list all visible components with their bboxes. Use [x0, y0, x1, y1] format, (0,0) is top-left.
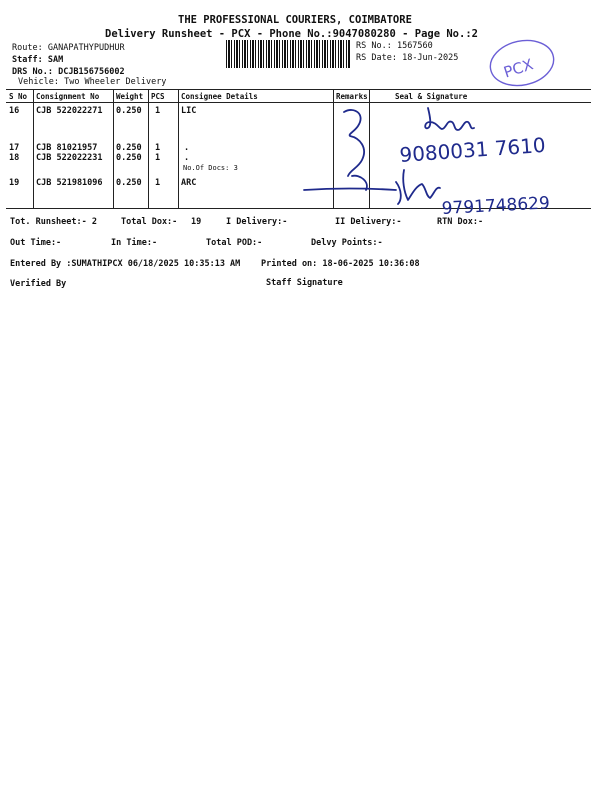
- entered-by: Entered By :SUMATHIPCX 06/18/2025 10:35:13 AM: [10, 259, 241, 269]
- rs-date-label: RS Date:: [356, 53, 397, 63]
- route-value: GANAPATHYPUDHUR: [47, 43, 125, 53]
- header-pcs: PCS: [151, 92, 165, 101]
- cell-sno: 16: [9, 106, 20, 116]
- cell-weight: 0.250: [116, 153, 142, 163]
- signature-three-mark: [344, 110, 367, 190]
- ii-delivery: II Delivery:-: [335, 217, 402, 227]
- cell-consignee: ARC: [181, 178, 197, 188]
- staff-signature: Staff Signature: [266, 278, 343, 288]
- handwritten-phone-1: 9080031 7610: [398, 132, 547, 167]
- rs-no-label: RS No.:: [356, 41, 392, 51]
- drs-label: DRS No.:: [12, 67, 53, 77]
- cell-pcs: 1: [155, 178, 161, 188]
- signature-scribble: [425, 108, 474, 130]
- total-pod: Total POD:-: [206, 238, 263, 248]
- vehicle-value: Two Wheeler Delivery: [64, 77, 167, 87]
- cell-consignee: .: [184, 143, 190, 153]
- rtn-dox: RTN Dox:-: [437, 217, 484, 227]
- staff-label: Staff:: [12, 55, 43, 65]
- cell-consignment: CJB 81021957: [36, 143, 98, 153]
- cell-consignment: CJB 522022231: [36, 153, 103, 163]
- header-remarks: Remarks: [336, 92, 368, 101]
- header-consignment: Consignment No: [36, 92, 100, 101]
- cell-pcs: 1: [155, 153, 161, 163]
- rs-no-value: 1567560: [396, 41, 433, 51]
- cell-weight: 0.250: [116, 178, 142, 188]
- in-time: In Time:-: [111, 238, 158, 248]
- cell-consignment: CJB 522022271: [36, 106, 103, 116]
- verified-by: Verified By: [10, 279, 67, 289]
- cell-sno: 17: [9, 143, 20, 153]
- out-time: Out Time:-: [10, 238, 62, 248]
- cell-sno: 18: [9, 153, 20, 163]
- signature-slash: [304, 170, 440, 204]
- cell-consignment: CJB 521981096: [36, 178, 103, 188]
- i-delivery: I Delivery:-: [226, 217, 288, 227]
- cell-pcs: 1: [155, 143, 161, 153]
- cell-weight: 0.250: [116, 106, 142, 116]
- rs-date-value: 18-Jun-2025: [402, 53, 459, 63]
- total-dox-label: Total Dox:-: [121, 217, 178, 227]
- cell-sno: 19: [9, 178, 20, 188]
- cell-consignee: LIC: [181, 106, 197, 116]
- company-name: THE PROFESSIONAL COURIERS, COIMBATORE: [178, 14, 412, 26]
- total-dox-value: 19: [191, 217, 202, 227]
- delvy-points: Delvy Points:-: [311, 238, 383, 248]
- cell-pcs: 1: [155, 106, 161, 116]
- vehicle-label: Vehicle:: [18, 77, 59, 87]
- handwritten-phone-2: 9791748629: [441, 193, 551, 219]
- header-consignee: Consignee Details: [181, 92, 258, 101]
- cell-consignee: .: [184, 153, 190, 163]
- pcx-stamp-text: PCX: [501, 55, 536, 82]
- no-of-docs: No.Of Docs: 3: [183, 164, 238, 172]
- printed-on: Printed on: 18-06-2025 10:36:08: [261, 259, 420, 269]
- cell-weight: 0.250: [116, 143, 142, 153]
- drs-value: DCJB156756002: [58, 67, 125, 77]
- tot-runsheet: Tot. Runsheet:- 2: [10, 217, 97, 227]
- header-sno: S No: [9, 92, 28, 101]
- route-label: Route:: [12, 43, 43, 53]
- runsheet-subtitle: Delivery Runsheet - PCX - Phone No.:9047080280 - Page No.:2: [105, 28, 478, 40]
- staff-value: SAM: [47, 55, 64, 65]
- header-weight: Weight: [116, 92, 144, 101]
- header-seal-signature: Seal & Signature: [395, 92, 468, 101]
